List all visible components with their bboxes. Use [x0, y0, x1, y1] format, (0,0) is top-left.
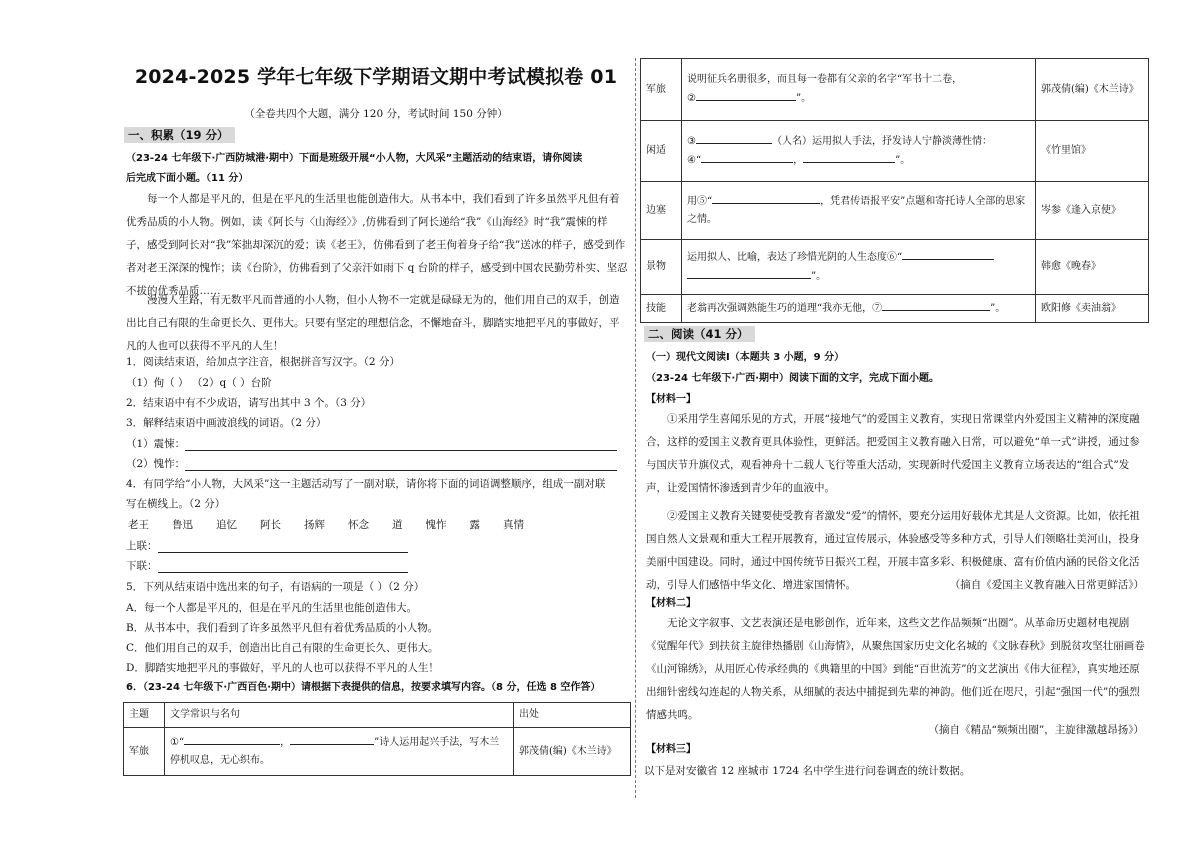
blank-4-prefix: ④“ [687, 155, 702, 166]
upper-couplet [126, 539, 408, 553]
answer-blank-5[interactable] [712, 192, 820, 204]
option-b: B．从书本中，我们看到了许多虽然平凡但有着优秀品质的小人物。 [126, 622, 439, 634]
material-3-paragraph: 以下是对安徽省 12 座城市 1724 名中学生进行问卷调查的统计数据。 [644, 765, 971, 777]
blank-7-suffix: ”。 [990, 303, 1006, 314]
table-row [124, 728, 631, 776]
blank-3-prefix: ③ [687, 136, 696, 147]
table-cell-theme: 技能 [641, 295, 682, 323]
answer-blank-3[interactable] [696, 132, 772, 144]
upper-couplet-answer-line[interactable] [158, 540, 408, 553]
section-1-heading [124, 127, 235, 143]
answer-line-3a[interactable] [185, 438, 617, 451]
blank-7-prefix: 老翁再次强调熟能生巧的道理“我亦无他，⑦ [687, 303, 883, 314]
blank-2-suffix: ”。 [795, 93, 812, 104]
question-3-b-label: （2）愧怍： [126, 458, 186, 470]
reading-subsection: （一）现代文阅读Ⅰ（本题共 3 小题，9 分） [646, 352, 845, 363]
word-item: 扬辉 [304, 519, 325, 531]
row-3-text: ，凭君传语报平安”点题和寄托诗人全部的思家之情。 [687, 196, 1026, 225]
option-a: A．每一个人都是平凡的，但是在平凡的生活里也能创造伟大。 [126, 602, 418, 614]
material-1-source: （摘自《爱国主义教育融入日常更鲜活》） [949, 579, 1144, 591]
table-cell-source: 《竹里馆》 [1036, 121, 1149, 182]
table-cell-source: 韩愈《晚春》 [1036, 240, 1149, 295]
section-2-heading [644, 326, 755, 342]
row-4-text: 运用拟人、比喻，表达了珍惜光阴的人生态度⑥“ [687, 252, 903, 263]
question-3-b [126, 457, 617, 471]
answer-blank-6b[interactable] [687, 267, 811, 279]
intro-line-1: （23-24 七年级下·广西防城港·期中）下面是班级开展“小人物，大风采”主题活动的结束语，请你阅读 [126, 153, 583, 164]
row-1-text: 说明征兵名册很多，而且每一卷都有父亲的名字“军书十二卷， [687, 74, 963, 85]
word-item: 怀念 [348, 519, 369, 531]
table-row [641, 121, 1149, 182]
answer-blank-2[interactable] [696, 89, 796, 101]
blank-6-suffix: ”。 [811, 271, 827, 282]
table-cell-source: 欧阳修《卖油翁》 [1036, 295, 1149, 323]
question-5: 5．下列从结束语中选出来的句子，有语病的一项是（ ）（2 分） [126, 581, 425, 593]
question-6: 6．（23-24 七年级下·广西百色·期中）请根据下表提供的信息，按要求填写内容。（8 分，任选 8 空作答） [126, 682, 601, 693]
literature-table-left [123, 702, 631, 776]
word-item: 露 [469, 519, 480, 531]
table-cell-content [165, 728, 514, 776]
table-row [641, 295, 1149, 323]
answer-blank-4b[interactable] [803, 151, 895, 163]
question-4-line-2: 写在横线上。（2 分） [126, 498, 226, 510]
question-2: 2．结束语中有不少成语，请写出其中 3 个。（3 分） [126, 397, 372, 409]
reading-intro: （23-24 七年级下·广西·期中）阅读下面的文字，完成下面小题。 [646, 373, 940, 384]
material-2-label: 【材料二】 [646, 598, 696, 609]
table-cell-theme: 边塞 [641, 182, 682, 240]
option-c: C．他们用自己的双手，创造出比自己有限的生命更长久、更伟大。 [126, 642, 439, 654]
row-2-text: （人名）运用拟人手法，抒发诗人宁静淡薄性情： [771, 136, 992, 147]
question-3: 3．解释结束语中画波浪线的词语。（2 分） [126, 417, 327, 429]
blank-1-prefix: ①“ [170, 737, 185, 748]
page-title: 2024-2025 学年七年级下学期语文期中考试模拟卷 01 [134, 66, 618, 88]
answer-blank-7[interactable] [882, 299, 990, 311]
table-cell-theme: 景物 [641, 240, 682, 295]
table-cell-theme: 闲适 [641, 121, 682, 182]
blank-5-prefix: 用⑤“ [687, 196, 713, 207]
passage-paragraph-1: 每一个人都是平凡的，但是在平凡的生活里也能创造伟大。从书本中，我们看到了许多虽然平凡但有着优秀品质的小人物。例如，读《阿长与〈山海经〉》,仿佛看到了阿长递给“我”《山海经》时“我”震悚的样子，感受到阿长对“我”笨拙却深沉的爱；读《老王》，仿佛看到了老王佝着身子给“我”送冰的样子，感受到作者对老王深深的愧怍；读《台阶》，仿佛看到了父亲汗如雨下 q 台阶的样子，感受到中国农民勤劳朴实、坚忍不拔的优秀品质…… [126, 193, 628, 297]
blank-4-comma: ， [793, 155, 804, 166]
blank-2-prefix: ② [687, 93, 696, 104]
option-d: D．脚踏实地把平凡的事做好，平凡的人也可以获得不平凡的人生！ [126, 662, 439, 674]
question-1: 1．阅读结束语，给加点字注音，根据拼音写汉字。（2 分） [126, 356, 400, 368]
answer-blank-4a[interactable] [701, 151, 793, 163]
literature-table-right [640, 58, 1149, 323]
word-item: 道 [392, 519, 403, 531]
table-header-row [124, 703, 631, 728]
material-2-source: （摘自《精品“频频出圈”，主旋律激越昂扬》） [928, 724, 1144, 736]
table-cell-theme: 军旅 [641, 59, 682, 121]
table-cell-content [682, 182, 1036, 240]
table-cell-content [682, 295, 1036, 323]
lower-couplet-answer-line[interactable] [158, 560, 408, 573]
word-bank [128, 517, 547, 532]
blank-1-comma: ， [280, 737, 291, 748]
word-item: 鲁迅 [172, 519, 193, 531]
material-1-label: 【材料一】 [646, 394, 696, 405]
answer-line-3b[interactable] [185, 458, 617, 471]
material-1-paragraph-2: ②爱国主义教育关键要使受教育者激发“爱”的情怀，要充分运用好载体尤其是人文资源。比如，依托祖国自然人文景观和重大工程开展教育，通过宣传展示，体验感受等多种方式，引导人们领略壮美河山，投身美丽中国建设。同时，通过中国传统节日振兴工程，开展丰富多彩、积极健康、富有价值内涵的民俗文化活动，引导人们感悟中华文化、增进家国情怀。 [646, 510, 1140, 591]
word-item: 阿长 [260, 519, 281, 531]
word-item: 愧怍 [425, 519, 447, 531]
table-cell-content [682, 240, 1036, 295]
table-row [641, 182, 1149, 240]
question-3-a [126, 437, 617, 451]
upper-couplet-label: 上联： [126, 540, 158, 552]
word-item: 追忆 [216, 519, 237, 531]
passage-paragraph-2: 漫漫人生路，有无数平凡而普通的小人物，但小人物不一定就是碌碌无为的，他们用自己的双手，创造出比自己有限的生命更长久、更伟大。只要有坚定的理想信念，不懈地奋斗，脚踏实地把平凡的事做好，平凡的人也可以获得不平凡的人生！ [126, 294, 620, 352]
question-3-a-label: （1）震悚： [126, 438, 186, 450]
intro-line-2: 后完成下面小题。（11 分） [126, 173, 249, 184]
material-1-paragraph-1: ①采用学生喜闻乐见的方式，开展“接地气”的爱国主义教育，实现日常课堂内外爱国主义精神的深度融合，这样的爱国主义教育更具体验性，更鲜活。把爱国主义教育融入日常，可以避免“单一式”讲授，通过参与国庆节升旗仪式，观看神舟十二载人飞行等重大活动，实现新时代爱国主义教育立场表达的“组合式”发声，让爱国情怀渗透到青少年的血液中。 [646, 413, 1140, 494]
table-header-content: 文学常识与名句 [165, 703, 514, 728]
page-fold-line [635, 58, 636, 798]
lower-couplet [126, 559, 408, 573]
exam-info: （全卷共四个大题，满分 120 分，考试时间 150 分钟） [244, 108, 508, 120]
table-row [641, 240, 1149, 295]
question-1-items: （1）佝（ ） （2）q（ ）台阶 [126, 377, 272, 389]
question-4-line-1: 4．有同学给“小人物，大风采”这一主题活动写了一副对联，请你将下面的词语调整顺序，组成一副对联 [126, 478, 606, 490]
table-cell-content [682, 121, 1036, 182]
table-row [641, 59, 1149, 121]
table-cell-theme: 军旅 [124, 728, 165, 776]
table-cell-source: 郭茂倩(编)《木兰诗》 [514, 728, 631, 776]
blank-4-suffix: ”。 [895, 155, 911, 166]
word-item: 真情 [503, 519, 524, 531]
material-3-label: 【材料三】 [646, 744, 696, 755]
section-2-label: 二、阅读（41 分） [644, 326, 755, 342]
word-item: 老王 [128, 519, 149, 531]
material-2-paragraph: 无论文字叙事、文艺表演还是电影创作，近年来，这些文艺作品频频“出圈”。从革命历史题材电视剧《觉醒年代》到扶贫主旋律热播剧《山海情》，从聚焦国家历史文化名城的《文脉春秋》到脱贫攻坚壮丽画卷《山河锦绣》，从用匠心传承经典的《典籍里的中国》到能“百世流芳”的文艺演出《伟大征程》，真实地还原出细针密线勾连起的人物关系，从细腻的表达中捕捉到先辈的神韵。他们近在咫尺，引起“强国一代”的强烈情感共鸣。 [646, 617, 1145, 721]
answer-blank-1a[interactable] [184, 733, 280, 745]
blank-1-suffix: ”诗人运用起兴手法，写木兰停机叹息，无心织布。 [170, 737, 500, 766]
table-cell-source: 岑参《逢入京使》 [1036, 182, 1149, 240]
answer-blank-6a[interactable] [902, 248, 994, 260]
table-cell-content [682, 59, 1036, 121]
section-1-label: 一、积累（19 分） [124, 127, 235, 143]
table-header-source: 出处 [514, 703, 631, 728]
table-header-theme: 主题 [124, 703, 165, 728]
answer-blank-1b[interactable] [290, 733, 374, 745]
lower-couplet-label: 下联： [126, 560, 158, 572]
table-cell-source: 郭茂倩(编)《木兰诗》 [1036, 59, 1149, 121]
